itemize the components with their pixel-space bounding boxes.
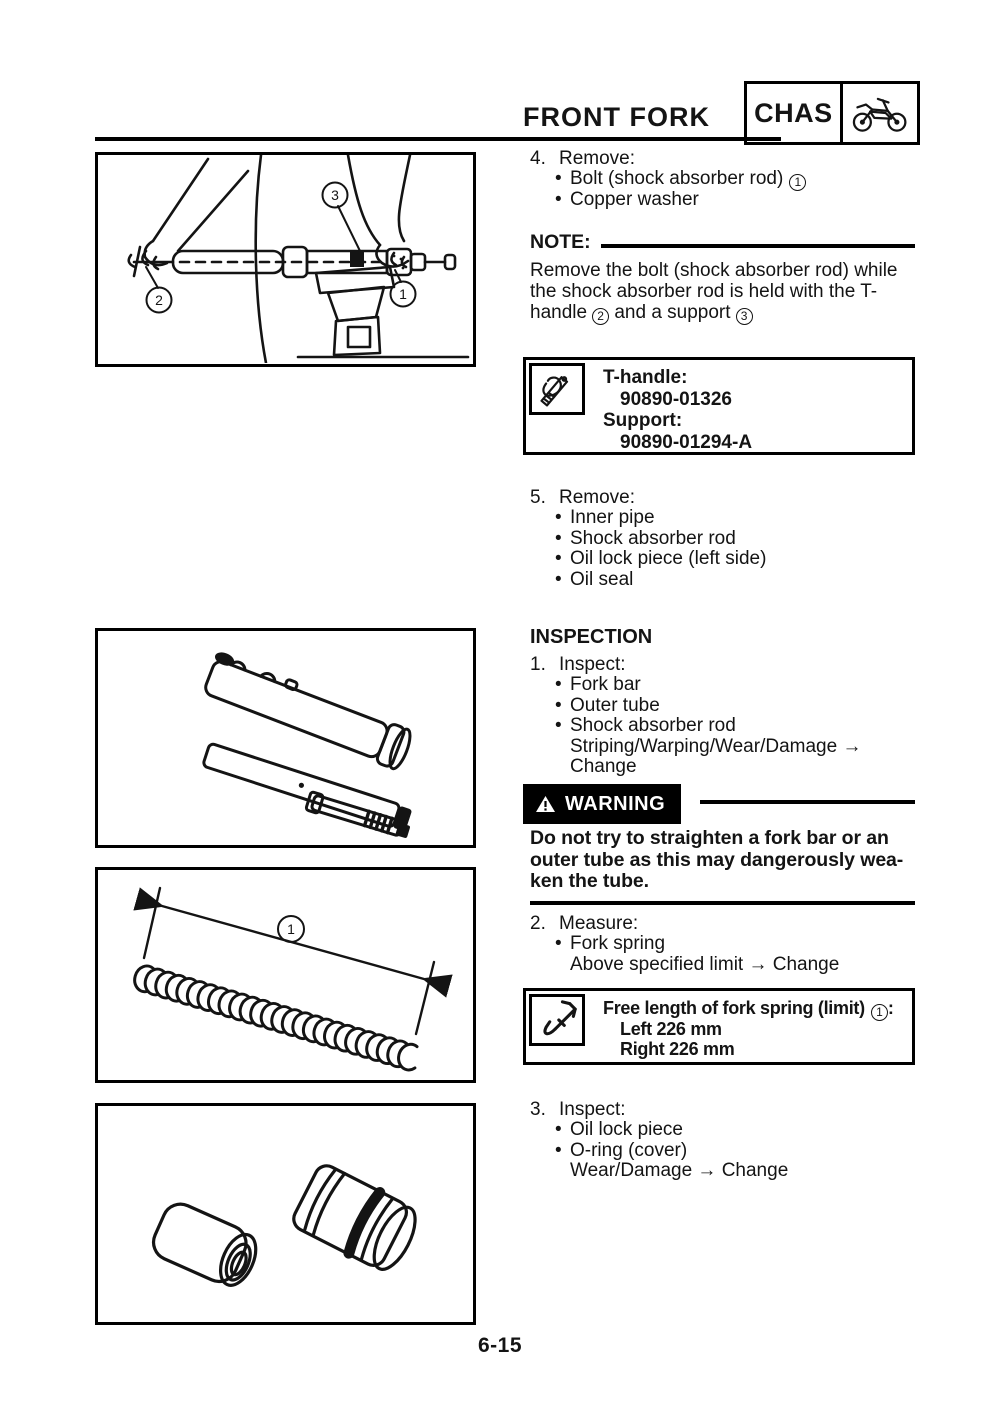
item-text: Inner pipe xyxy=(570,507,655,528)
bullet-icon: • xyxy=(555,168,562,189)
spec-value: Right 226 mm xyxy=(620,1039,735,1060)
warning-rule xyxy=(700,800,915,804)
condition-text: Striping/Warping/Wear/Damage → xyxy=(570,735,862,757)
item-text: Oil lock piece (left side) xyxy=(570,548,767,570)
step-inspect-1 xyxy=(530,654,915,778)
section-label: CHAS xyxy=(754,97,833,128)
list-item xyxy=(555,570,915,591)
item-text: Copper washer xyxy=(570,188,699,210)
tool-part-number: 90890-01294-A xyxy=(620,431,753,453)
figure-oil-lock-piece xyxy=(95,1103,476,1325)
fork-parts-illustration xyxy=(98,631,472,844)
bullet-icon: • xyxy=(555,188,562,210)
spec-value: Left 226 mm xyxy=(620,1018,722,1039)
list-item xyxy=(555,549,915,570)
page-title: FRONT FORK xyxy=(523,102,710,132)
bullet-icon: • xyxy=(555,507,562,528)
section-badge xyxy=(744,81,920,145)
bullet-icon: • xyxy=(555,1139,562,1161)
motorcycle-icon xyxy=(840,84,917,142)
note-label: NOTE: xyxy=(530,231,591,253)
oil-lock-piece-illustration xyxy=(98,1106,472,1321)
list-item xyxy=(555,934,915,955)
list-item xyxy=(555,169,915,190)
step-title: Remove: xyxy=(559,487,636,508)
note-line: handle 2 and a support 3 xyxy=(530,302,922,323)
item-text: Shock absorber rod xyxy=(570,715,736,737)
bullet-icon: • xyxy=(555,694,562,716)
item-text: Fork spring xyxy=(570,933,666,954)
step-title: Inspect: xyxy=(559,1099,626,1120)
condition-text: Above specified limit → Change xyxy=(570,953,840,975)
special-tool-box xyxy=(523,357,915,455)
item-text: Shock absorber rod xyxy=(570,527,736,549)
inspection-heading: INSPECTION xyxy=(530,626,653,648)
step-title: Inspect: xyxy=(559,654,626,675)
page-number: 6-15 xyxy=(477,1334,523,1357)
vise-illustration xyxy=(98,155,472,363)
list-item xyxy=(555,675,915,696)
list-item xyxy=(555,696,915,717)
warning-text: Do not try to straighten a fork bar or an outer tube as this may dangerously wea- ken the tube. xyxy=(530,827,904,892)
tool-part-number: 90890-01326 xyxy=(620,388,732,410)
step-title: Remove: xyxy=(559,148,636,169)
outer-tube xyxy=(200,650,416,771)
note-line: Remove the bolt (shock absorber rod) while xyxy=(530,260,898,281)
bullet-icon: • xyxy=(555,568,562,590)
step-number: 3. xyxy=(530,1099,546,1120)
condition-text: Wear/Damage → Change xyxy=(570,1160,789,1182)
circled-ref-3: 3 xyxy=(736,308,753,325)
step-remove-5 xyxy=(530,487,915,590)
list-item xyxy=(555,508,915,529)
item-text: Oil lock piece xyxy=(570,1119,683,1140)
note-heading xyxy=(530,231,915,253)
circled-ref-1: 1 xyxy=(871,1004,888,1021)
tool-label: Support: xyxy=(603,410,683,431)
step-title: Measure: xyxy=(559,913,639,934)
step-number: 1. xyxy=(530,654,546,675)
spec-title: Free length of fork spring (limit) 1 : xyxy=(603,998,894,1019)
figure-callouts xyxy=(146,183,416,313)
list-item xyxy=(555,1120,915,1141)
warning-badge xyxy=(523,784,681,824)
step-remove-4 xyxy=(530,148,915,210)
figure-fork-parts xyxy=(95,628,476,848)
note-rule xyxy=(601,244,915,248)
warning-label: WARNING xyxy=(565,792,666,815)
step-number: 5. xyxy=(530,487,546,508)
step-number: 4. xyxy=(530,148,546,169)
tool-label: T-handle: xyxy=(603,367,688,388)
callout-2: 2 xyxy=(155,292,163,308)
bullet-icon: • xyxy=(555,674,562,695)
header-rule xyxy=(95,137,781,141)
spec-box xyxy=(523,988,915,1065)
item-text: Oil seal xyxy=(570,568,634,590)
section-divider-rule xyxy=(530,901,915,905)
circled-ref-1: 1 xyxy=(789,174,806,191)
list-item xyxy=(555,529,915,550)
callout-1: 1 xyxy=(399,286,407,302)
callout-3: 3 xyxy=(331,187,339,203)
fork-spring-coil xyxy=(132,963,422,1072)
step-inspect-3 xyxy=(530,1099,915,1182)
bullet-icon: • xyxy=(555,1119,562,1140)
oil-lock-piece xyxy=(148,1198,264,1292)
bullet-icon: • xyxy=(555,715,562,737)
step-measure-2 xyxy=(530,913,915,975)
callout-1: 1 xyxy=(287,921,295,937)
list-item xyxy=(555,716,915,737)
list-item xyxy=(555,190,915,211)
item-text: O-ring (cover) xyxy=(570,1139,688,1161)
o-ring-cover xyxy=(290,1162,424,1277)
bullet-icon: • xyxy=(555,548,562,570)
fork-spring-illustration xyxy=(98,870,472,1079)
note-line: the shock absorber rod is held with the T- xyxy=(530,281,878,302)
t-handle-tool-icon xyxy=(529,363,585,415)
circled-ref-2: 2 xyxy=(592,308,609,325)
figure-fork-spring xyxy=(95,867,476,1083)
step-number: 2. xyxy=(530,913,546,934)
result-text: Change xyxy=(570,756,637,778)
figure-fork-in-vise xyxy=(95,152,476,367)
bullet-icon: • xyxy=(555,527,562,549)
item-text: Bolt (shock absorber rod) xyxy=(570,168,784,189)
list-item xyxy=(555,1141,915,1162)
vise xyxy=(298,267,468,357)
caliper-icon xyxy=(529,994,585,1046)
note-body xyxy=(530,260,922,323)
item-text: Outer tube xyxy=(570,694,660,716)
bullet-icon: • xyxy=(555,933,562,954)
warning-triangle-icon xyxy=(535,795,556,813)
item-text: Fork bar xyxy=(570,674,641,695)
